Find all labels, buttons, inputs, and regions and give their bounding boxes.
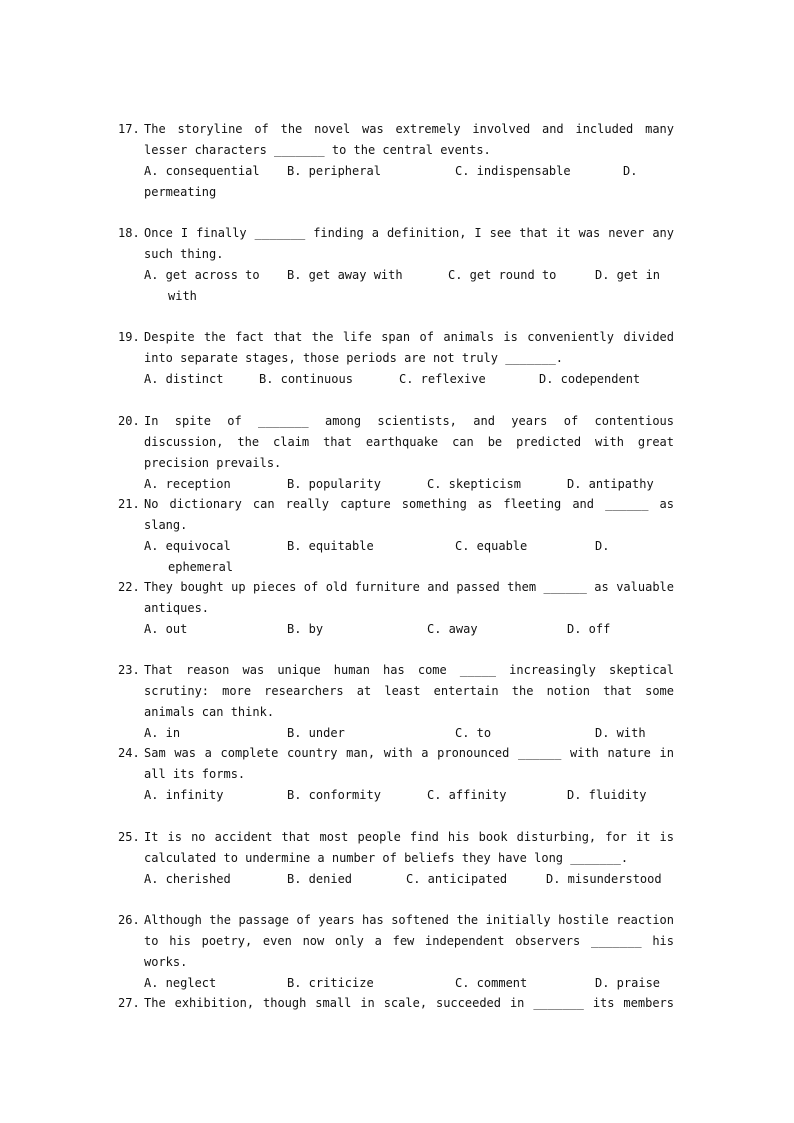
question-stem: Despite the fact that the life span of animals is conveniently divided into separate stages, those periods are not truly _______. <box>144 330 674 365</box>
question-25 <box>118 827 678 890</box>
question-22 <box>118 577 678 640</box>
option-c: C. comment <box>455 976 528 990</box>
options <box>144 369 674 390</box>
option-b: B. equitable <box>287 539 374 553</box>
option-b: B. denied <box>287 872 353 886</box>
question-20 <box>118 411 678 495</box>
option-a: A. get across to <box>144 268 260 282</box>
question-stem: Although the passage of years has softened the initially hostile reaction to his poetry, even now only a few independent observers _______ his works. <box>144 913 674 969</box>
option-b: B. popularity <box>287 477 381 491</box>
option-c: C. skepticism <box>427 477 521 491</box>
option-a: A. reception <box>144 477 231 491</box>
question-21 <box>118 494 678 578</box>
question-stem: No dictionary can really capture something as fleeting and ______ as slang. <box>144 497 674 532</box>
option-c: C. get round to <box>448 268 557 282</box>
option-c: C. affinity <box>427 788 507 802</box>
options <box>144 619 674 640</box>
question-number: 25. <box>118 830 140 844</box>
option-a: A. out <box>144 622 188 636</box>
option-d-wrap: with <box>168 289 197 303</box>
question-stem: Once I finally _______ finding a definition, I see that it was never any such thing. <box>144 226 674 261</box>
options <box>144 785 674 806</box>
question-23 <box>118 660 678 744</box>
option-c: C. indispensable <box>455 164 571 178</box>
option-b: B. by <box>287 622 324 636</box>
option-b: B. peripheral <box>287 164 381 178</box>
question-stem: That reason was unique human has come _____ increasingly skeptical scrutiny: more researchers at least entertain the notion that some animals can think. <box>144 663 674 719</box>
option-b: B. continuous <box>259 372 353 386</box>
question-number: 23. <box>118 663 140 677</box>
question-stem: They bought up pieces of old furniture and passed them ______ as valuable antiques. <box>144 580 674 615</box>
option-d: D. off <box>567 622 611 636</box>
question-number: 18. <box>118 226 140 240</box>
question-stem: In spite of _______ among scientists, and years of contentious discussion, the claim that earthquake can be predicted with great precision prevails. <box>144 414 674 470</box>
option-a: A. in <box>144 726 181 740</box>
option-d: D. misunderstood <box>546 872 662 886</box>
option-b: B. under <box>287 726 345 740</box>
question-26 <box>118 910 678 994</box>
question-stem: The exhibition, though small in scale, succeeded in _______ its members <box>144 996 674 1010</box>
question-stem: Sam was a complete country man, with a pronounced ______ with nature in all its forms. <box>144 746 674 781</box>
option-d: D. get in <box>595 268 661 282</box>
question-27 <box>118 993 678 1014</box>
option-a: A. equivocal <box>144 539 231 553</box>
option-a: A. consequential <box>144 164 260 178</box>
option-a: A. infinity <box>144 788 224 802</box>
option-b: B. get away with <box>287 268 403 282</box>
option-d: D. <box>623 164 638 178</box>
option-c: C. anticipated <box>406 872 508 886</box>
question-number: 20. <box>118 414 140 428</box>
question-number: 19. <box>118 330 140 344</box>
option-d: D. fluidity <box>567 788 647 802</box>
question-18 <box>118 223 678 307</box>
option-a: A. distinct <box>144 372 224 386</box>
option-c: C. to <box>455 726 492 740</box>
question-number: 22. <box>118 580 140 594</box>
option-a: A. neglect <box>144 976 217 990</box>
option-a: A. cherished <box>144 872 231 886</box>
options <box>144 536 674 578</box>
option-c: C. away <box>427 622 478 636</box>
options <box>144 869 674 890</box>
question-stem: It is no accident that most people find his book disturbing, for it is calculated to undermine a number of beliefs they have long _______. <box>144 830 674 865</box>
question-number: 24. <box>118 746 140 760</box>
question-24 <box>118 743 678 806</box>
options <box>144 265 674 307</box>
question-17 <box>118 119 678 203</box>
question-number: 26. <box>118 913 140 927</box>
option-d: D. <box>595 539 610 553</box>
option-d: D. codependent <box>539 372 641 386</box>
options <box>144 161 674 203</box>
option-d: D. praise <box>595 976 661 990</box>
option-d: D. with <box>595 726 646 740</box>
option-c: C. reflexive <box>399 372 486 386</box>
options <box>144 723 674 744</box>
question-19 <box>118 327 678 390</box>
option-c: C. equable <box>455 539 528 553</box>
question-stem: The storyline of the novel was extremely involved and included many lesser characters _______ to the central events. <box>144 122 674 157</box>
question-number: 21. <box>118 497 140 511</box>
question-number: 17. <box>118 122 140 136</box>
option-b: B. criticize <box>287 976 374 990</box>
option-d: D. antipathy <box>567 477 654 491</box>
options <box>144 973 674 994</box>
option-b: B. conformity <box>287 788 381 802</box>
question-number: 27. <box>118 996 140 1010</box>
options <box>144 474 674 495</box>
option-d-wrap: permeating <box>144 185 217 199</box>
option-d-wrap: ephemeral <box>168 560 234 574</box>
